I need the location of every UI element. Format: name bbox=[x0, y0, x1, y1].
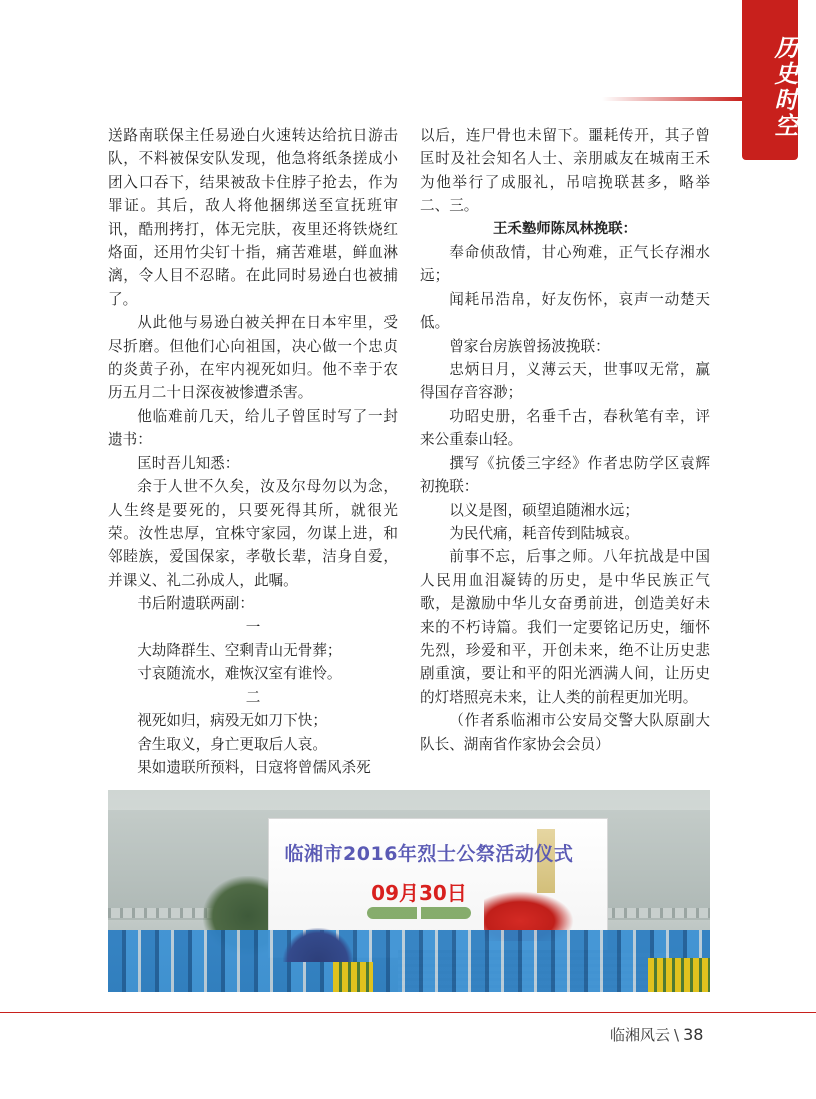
banner-date: 09月30日 bbox=[371, 881, 467, 905]
paragraph: 视死如归，病殁无如刀下快； bbox=[137, 712, 327, 730]
footer-rule bbox=[0, 1012, 816, 1013]
paragraph: 曾家台房族曾扬波挽联： bbox=[449, 337, 610, 355]
paragraph: 忠炳日月，义薄云天，世事叹无常，赢得国存音容渺； bbox=[420, 361, 710, 402]
photo-flowers-left bbox=[333, 962, 373, 992]
page-footer bbox=[610, 1024, 730, 1045]
paragraph: 一 bbox=[245, 618, 261, 636]
banner-subtitle-graphic bbox=[367, 907, 471, 919]
paragraph: 功昭史册，名垂千古，春秋笔有幸，评来公重泰山轻。 bbox=[420, 407, 710, 449]
left-column bbox=[108, 124, 398, 779]
memorial-ceremony-photo bbox=[108, 790, 710, 992]
magazine-name: 临湘风云 bbox=[610, 1026, 671, 1044]
paragraph: 大劫降群生、空剩青山无骨葬； bbox=[137, 641, 342, 659]
paragraph: 寸哀随流水，难恢汉室有谁怜。 bbox=[137, 665, 342, 683]
paragraph: 二 bbox=[245, 688, 261, 706]
paragraph: 以义是图，硕望追随湘水远； bbox=[449, 501, 639, 519]
page-number: 38 bbox=[683, 1025, 704, 1044]
footer-separator: \ bbox=[674, 1026, 680, 1044]
right-column bbox=[420, 124, 710, 756]
paragraph: 他临难前几天，给儿子曾匡时写了一封遗书： bbox=[108, 407, 398, 449]
paragraph: 为民代痛，耗音传到陆城哀。 bbox=[449, 524, 639, 542]
paragraph: 余于人世不久矣，汝及尔母勿以为念，人生终是要死的，只要死得其所，就很光荣。汝性忠厚，宜株守家园，勿谋上进，和邻睦族，爱国保家，孝敬长辈，洁身自爱，并课义、礼二孙成人，此嘱。 bbox=[108, 478, 398, 589]
section-tab-rule bbox=[602, 97, 742, 101]
paragraph: 送路南联保主任易逊白火速转达给抗日游击队，不料被保安队发现，他急将纸条搓成小团入口吞下，结果被敌卡住脖子抢去，作为罪证。其后，敌人将他捆绑送至宣抚班审讯，酷刑拷打，体无完肤，夜里还将铁烧红烙面，还用竹尖钉十指，痛苦难堪，鲜血淋漓，令人目不忍睹。在此同时易逊白也被捕了。 bbox=[108, 127, 398, 308]
paragraph: 舍生取义，身亡更取后人哀。 bbox=[137, 735, 327, 753]
photo-umbrella bbox=[283, 928, 353, 962]
paragraph: 王禾塾师陈凤林挽联： bbox=[493, 220, 637, 237]
paragraph: 从此他与易逊白被关押在日本牢里，受尽折磨。但他们心向祖国，决心做一个忠贞的炎黄子孙，在牢内视死如归。他不幸于农历五月二十日深夜被惨遭杀害。 bbox=[108, 314, 398, 402]
paragraph: 撰写《抗倭三字经》作者忠防学区袁辉初挽联： bbox=[420, 454, 710, 496]
banner-title: 临湘市2016年烈士公祭活动仪式 bbox=[284, 843, 574, 865]
paragraph: 匡时吾儿知悉： bbox=[137, 454, 240, 472]
paragraph: 果如遗联所预料，日寇将曾儒风杀死 bbox=[137, 758, 371, 776]
paragraph: 闻耗吊浩帛，好友伤怀，哀声一动楚天低。 bbox=[420, 290, 710, 332]
photo-flowers-right bbox=[648, 958, 710, 992]
paragraph: 前事不忘，后事之师。八年抗战是中国人民用血泪凝铸的历史，是中华民族正气歌，是激励中华儿女奋勇前进，创造美好未来的不朽诗篇。我们一定要铭记历史，缅怀先烈，珍爱和平，开创未来，绝不让历史悲剧重演，要让和平的阳光洒满人间，让历史的灯塔照亮未来，让人类的前程更加光明。 bbox=[420, 548, 710, 706]
paragraph: 书后附遗联两副： bbox=[137, 595, 254, 613]
photo-crowd bbox=[108, 930, 710, 992]
paragraph: 以后，连尸骨也未留下。噩耗传开，其子曾匡时及社会知名人士、亲朋戚友在城南王禾为他举行了成服礼，吊唁挽联甚多，略举二、三。 bbox=[420, 127, 710, 215]
paragraph: 奉命侦敌情，甘心殉难，正气长存湘水远； bbox=[420, 244, 710, 285]
paragraph: （作者系临湘市公安局交警大队原副大队长、湖南省作家协会会员） bbox=[420, 712, 710, 753]
section-tab: 历史时空 bbox=[742, 0, 798, 160]
